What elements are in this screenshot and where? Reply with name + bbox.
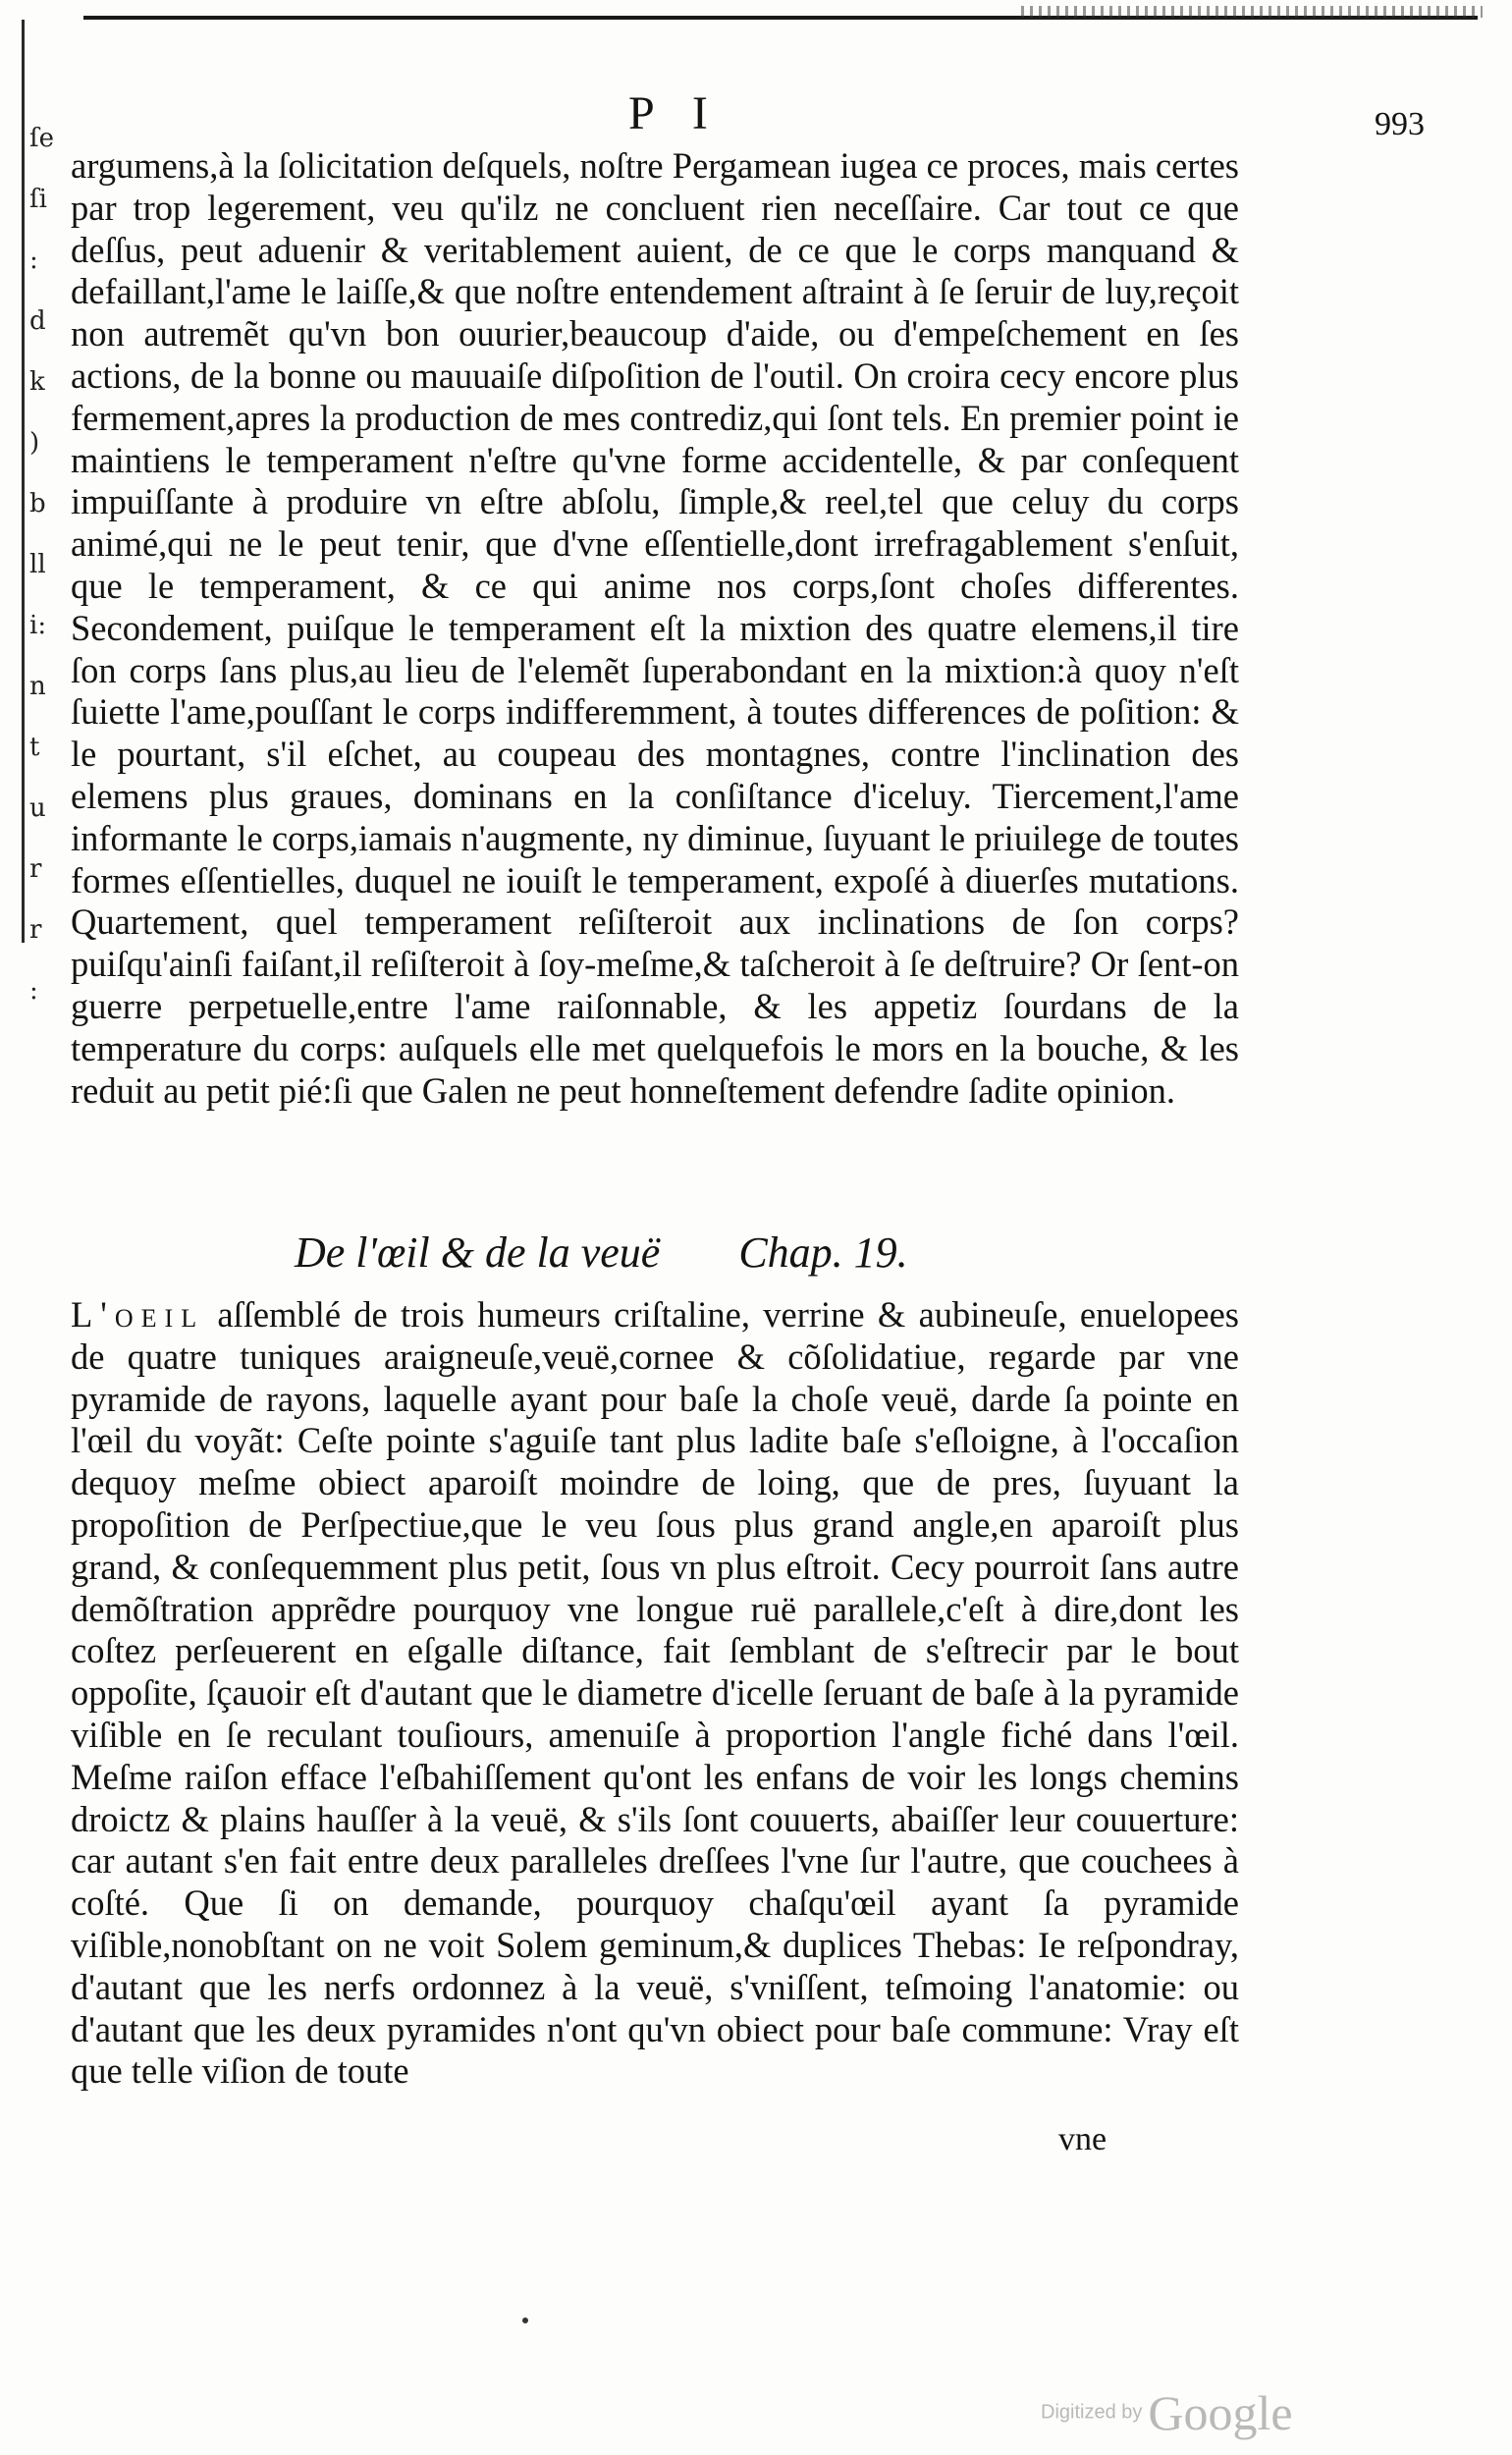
chapter-number: Chap. 19. [738, 1228, 908, 1277]
binding-gutter [0, 0, 55, 1006]
paragraph-two-body: aſſemblé de trois humeurs criſtaline, verrine & aubineuſe, enuelopees de quatre tuniques araigneuſe,veuë,cornee & cõſolidatiue, regarde par vne pyramide de rayons, laquelle ayant pour baſe la choſe veuë, darde ſa pointe en l'œil du voyãt: Ceſte pointe s'aguiſe tant plus ladite baſe s'eſloigne, à l'occaſion dequoy meſme obiect aparoiſt moindre de loing, que de pres, ſuyuant la propoſition de Perſpectiue,que le veu ſous plus grand angle,en aparoiſt plus grand, & conſequemment plus petit, ſous vn plus eſtroit. Cecy pourroit ſans autre demõſtration apprẽdre pourquoy vne longue ruë parallele,c'eſt à dire,dont les coſtez perſeuerent en eſgalle diſtance, fait ſemblant de s'eſtrecir par le bout oppoſite, ſçauoir eſt d'autant que le diametre d'icelle ſeruant de baſe à la pyramide viſible en ſe reculant touſiours, amenuiſe à proportion l'angle fiché dans l'œil. Meſme raiſon efface l'eſbahiſſement qu'ont les enfans de voir les longs chemins droictz & plains hauſſer à la veuë, & s'ils ſont couuerts, abaiſſer leur couuerture: car autant s'en fait entre deux paralleles dreſſees l'vne ſur l'autre, que couchees à coſté. Que ſi on demande, pourquoy chaſqu'œil ayant ſa pyramide viſible,nonobſtant on ne voit Solem geminum,& duplices Thebas: Ie reſpondray, d'autant que les nerfs ordonnez à la veuë, s'vniſſent, teſmoing l'anatomie: ou d'autant que les deux pyramides n'ont qu'vn obiect pour baſe commune: Vray eſt que telle viſion de toute [71, 1294, 1239, 2092]
page-number: 993 [1375, 106, 1425, 142]
chapter-title: De l'œil & de la veuë [295, 1228, 661, 1277]
paragraph-one: argumens,à la ſolicitation deſquels, noſtre Pergamean iugea ce proces, mais certes par trop legerement, veu qu'ilz ne concluent rien neceſſaire. Car tout ce que deſſus, peut aduenir & veritablement auient, de ce que le corps manquand & defaillant,l'ame le laiſſe,& que noſtre entendement aſtraint à ſe ſeruir de luy,reçoit non autremẽt qu'vn bon ouurier,beaucoup d'aide, ou d'empeſchement en ſes actions, de la bonne ou mauuaiſe diſpoſition de l'outil. On croira cecy encore plus fermement,apres la production de mes contrediz,qui ſont tels. En premier point ie maintiens le temperament n'eſtre qu'vne forme accidentelle, & par conſequent impuiſſante à produire vn eſtre abſolu, ſimple,& reel,tel que celuy du corps animé,qui ne le peut tenir, que d'vne eſſentielle,dont irrefragablement s'enſuit, que le temperament, & ce qui anime nos corps,ſont choſes differentes. Secondement, puiſque le temperament eſt la mixtion des quatre elemens,il tire ſon corps ſans plus,au lieu de l'elemẽt ſuperabondant en la mixtion:à quoy n'eſt ſuiette l'ame,pouſſant le corps indifferemment, à toutes differences de poſition: & le pourtant, s'il eſchet, au coupeau des montagnes, contre l'inclination des elemens plus graues, dominans en la conſiſtance d'iceluy. Tiercement,l'ame informante le corps,iamais n'augmente, ny diminue, ſuyuant le priuilege de toutes formes eſſentielles, duquel ne iouiſt le temperament, expoſé à diuerſes mutations. Quartement, quel temperament reſiſteroit aux inclinations de ſon corps? puiſqu'ainſi faiſant,il reſiſteroit à ſoy-meſme,& taſcheroit à ſe deſtruire? Or ſent-on guerre perpetuelle,entre l'ame raiſonnable, & les appetiz ſourdans de la temperature du corps: auſquels elle met quelquefois le mors en la bouche, & les reduit au petit pié:ſi que Galen ne peut honneſtement defendre ſadite opinion. [71, 145, 1239, 1111]
top-border-speckle [1021, 6, 1483, 18]
watermark-prefix: Digitized by [1041, 2401, 1143, 2424]
paragraph-two [71, 1294, 1239, 2093]
chapter-heading [295, 1228, 908, 1278]
digitization-watermark [1041, 2384, 1293, 2441]
google-logo: Google [1148, 2385, 1293, 2440]
running-head-title: P I [628, 87, 722, 139]
gutter-shadow-line [22, 20, 25, 943]
catchword: vne [1058, 2121, 1107, 2157]
ink-speck [522, 2318, 528, 2323]
paragraph-two-lead: L'oeil [71, 1294, 205, 1335]
gutter-bleed-marks: ſe ſi : d k ) b ll i: n t u r r : [29, 124, 55, 1006]
